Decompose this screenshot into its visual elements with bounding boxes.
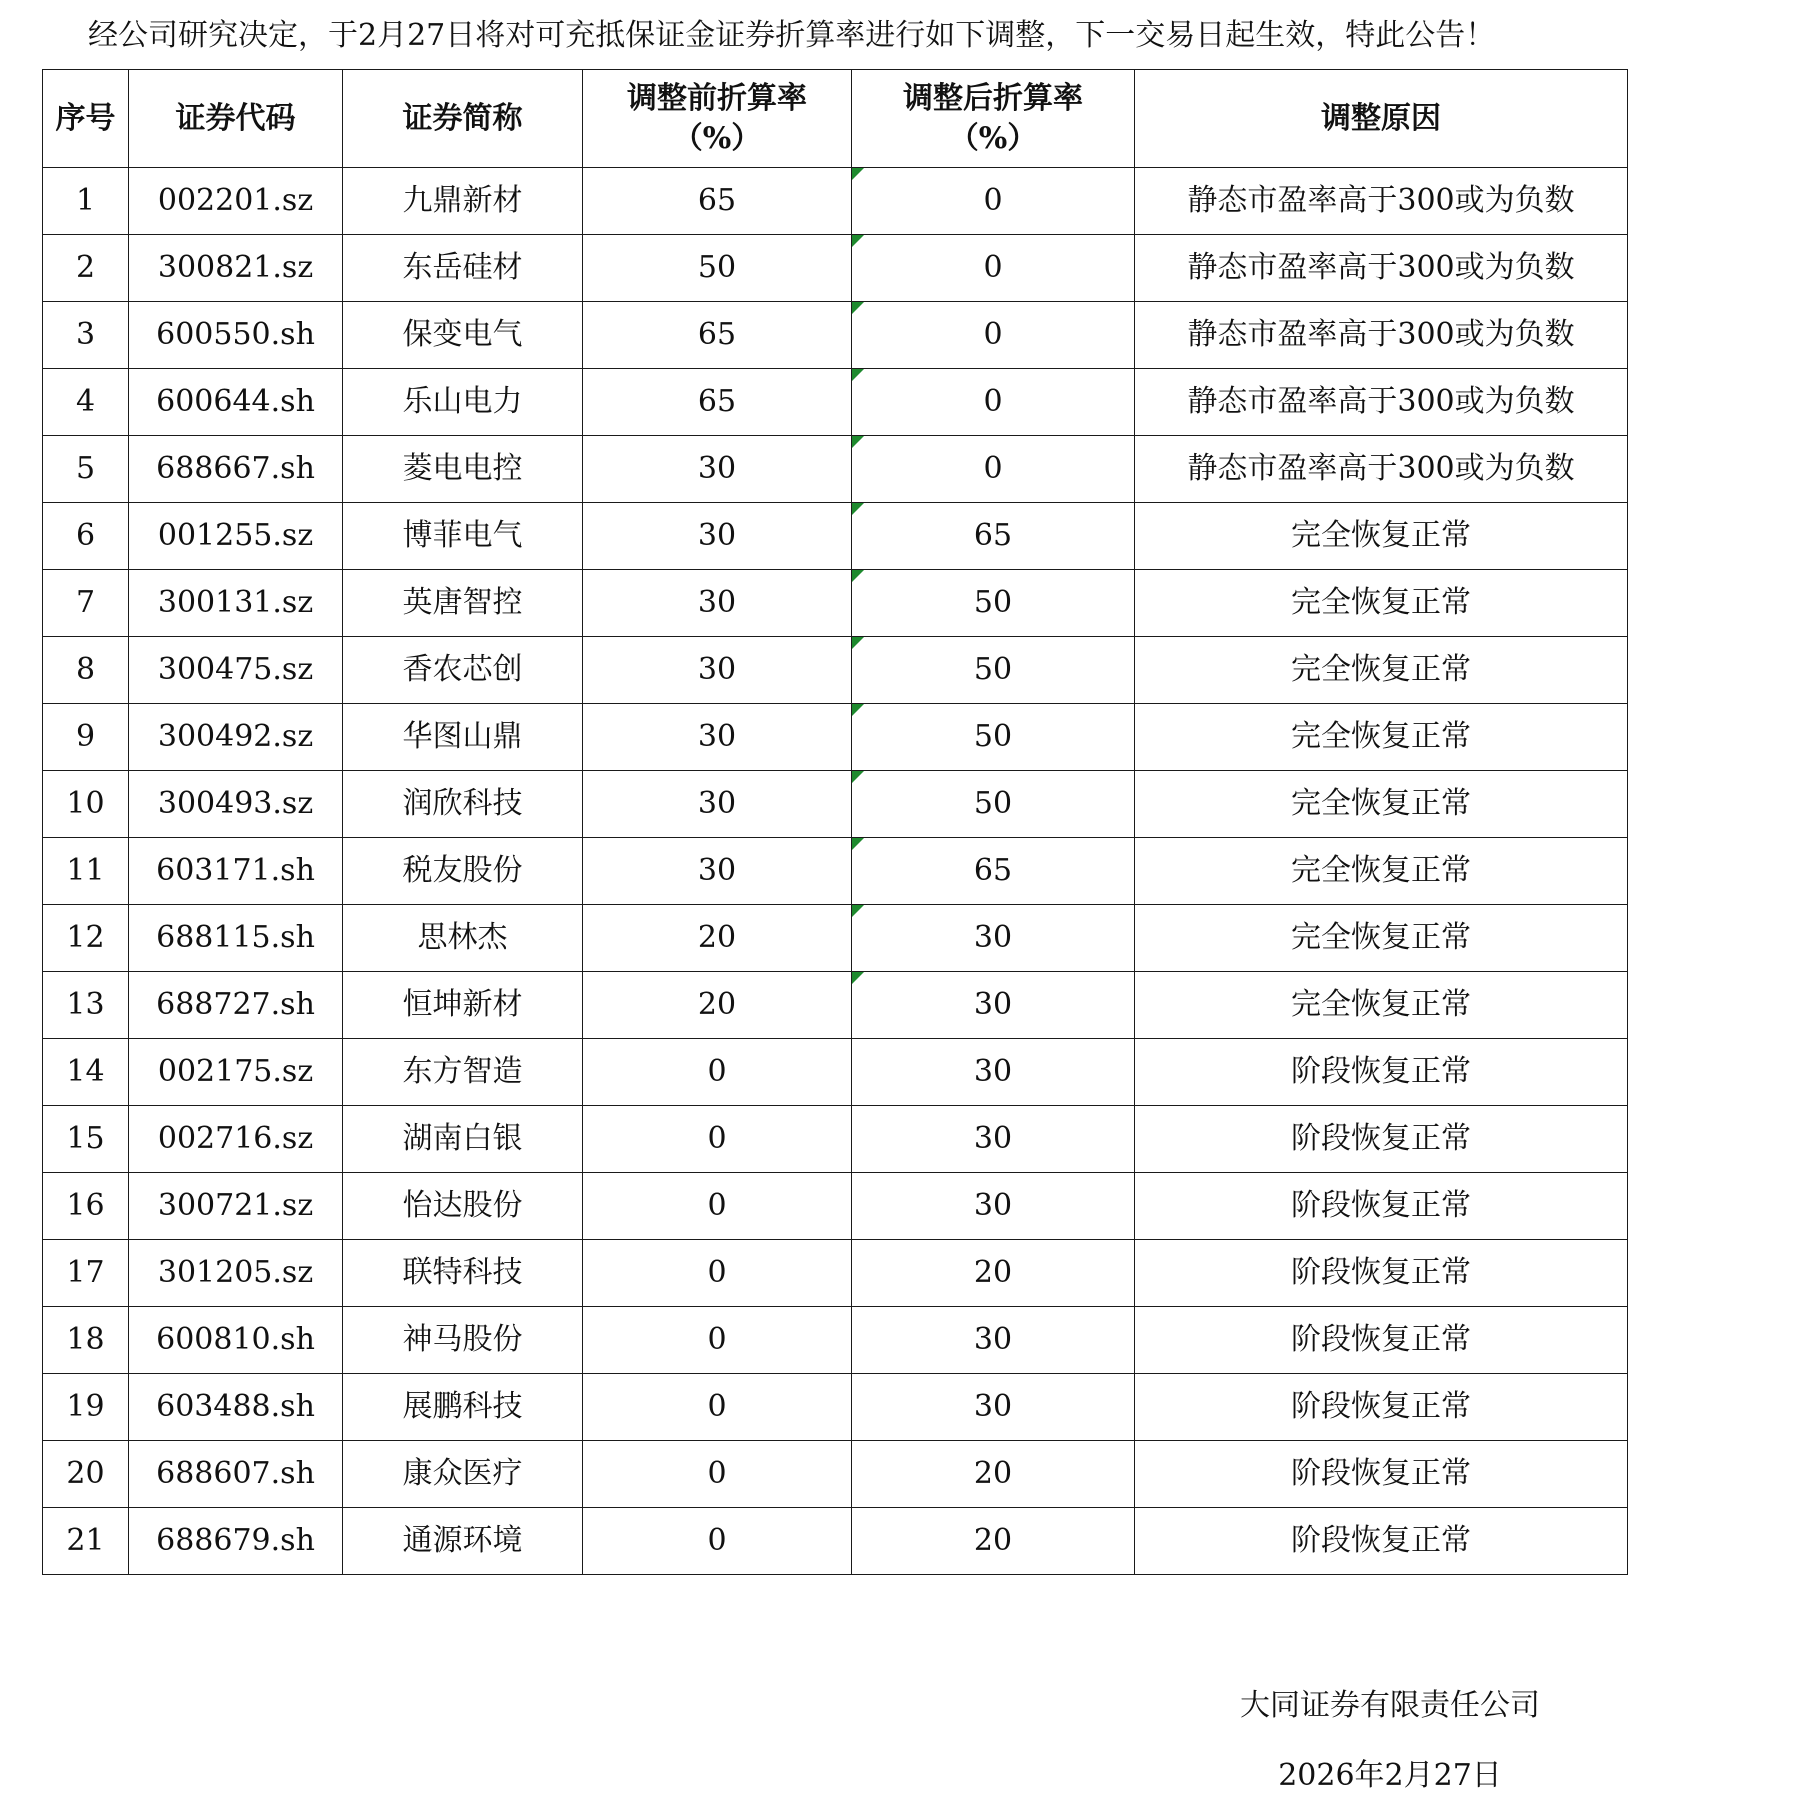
- cell-before-rate: 20: [583, 905, 852, 972]
- cell-before-rate: 30: [583, 838, 852, 905]
- cell-before-rate: 30: [583, 771, 852, 838]
- cell-before-rate: 30: [583, 637, 852, 704]
- cell-name: 乐山电力: [343, 369, 583, 436]
- table-row: [43, 637, 1628, 704]
- cell-before-rate: 0: [583, 1173, 852, 1240]
- cell-code: 002175.sz: [129, 1039, 343, 1106]
- cell-after-rate: 20: [852, 1508, 1135, 1575]
- cell-reason: 阶段恢复正常: [1135, 1240, 1628, 1307]
- cell-after-rate: 30: [852, 1173, 1135, 1240]
- cell-before-rate: 50: [583, 235, 852, 302]
- header-seq: 序号: [43, 70, 129, 168]
- company-name: 大同证券有限责任公司: [1240, 1688, 1540, 1723]
- table-header: [43, 70, 1628, 168]
- cell-code: 600644.sh: [129, 369, 343, 436]
- cell-seq: 8: [43, 637, 129, 704]
- cell-reason: 阶段恢复正常: [1135, 1173, 1628, 1240]
- cell-after-rate: 0: [852, 302, 1135, 369]
- cell-code: 688607.sh: [129, 1441, 343, 1508]
- cell-name: 思林杰: [343, 905, 583, 972]
- cell-seq: 20: [43, 1441, 129, 1508]
- cell-reason: 阶段恢复正常: [1135, 1106, 1628, 1173]
- cell-seq: 18: [43, 1307, 129, 1374]
- cell-reason: 静态市盈率高于300或为负数: [1135, 235, 1628, 302]
- cell-before-rate: 20: [583, 972, 852, 1039]
- cell-seq: 9: [43, 704, 129, 771]
- cell-after-rate: 50: [852, 637, 1135, 704]
- table-row: [43, 1173, 1628, 1240]
- cell-code: 603488.sh: [129, 1374, 343, 1441]
- cell-after-rate: 30: [852, 1374, 1135, 1441]
- cell-before-rate: 30: [583, 704, 852, 771]
- cell-seq: 10: [43, 771, 129, 838]
- cell-name: 润欣科技: [343, 771, 583, 838]
- cell-seq: 11: [43, 838, 129, 905]
- cell-after-rate: 50: [852, 704, 1135, 771]
- cell-after-rate: 65: [852, 503, 1135, 570]
- cell-reason: 完全恢复正常: [1135, 972, 1628, 1039]
- table-row: [43, 704, 1628, 771]
- cell-code: 600550.sh: [129, 302, 343, 369]
- cell-reason: 完全恢复正常: [1135, 637, 1628, 704]
- cell-after-rate: 20: [852, 1240, 1135, 1307]
- table-row: [43, 436, 1628, 503]
- cell-after-rate: 30: [852, 1039, 1135, 1106]
- cell-before-rate: 0: [583, 1039, 852, 1106]
- cell-code: 301205.sz: [129, 1240, 343, 1307]
- header-after-rate: [852, 70, 1135, 168]
- cell-seq: 6: [43, 503, 129, 570]
- cell-after-rate: 65: [852, 838, 1135, 905]
- cell-reason: 静态市盈率高于300或为负数: [1135, 369, 1628, 436]
- cell-name: 通源环境: [343, 1508, 583, 1575]
- cell-code: 300493.sz: [129, 771, 343, 838]
- table-row: [43, 1106, 1628, 1173]
- cell-before-rate: 0: [583, 1106, 852, 1173]
- cell-reason: 完全恢复正常: [1135, 771, 1628, 838]
- cell-code: 688679.sh: [129, 1508, 343, 1575]
- cell-code: 002716.sz: [129, 1106, 343, 1173]
- cell-code: 001255.sz: [129, 503, 343, 570]
- table-row: [43, 771, 1628, 838]
- header-name: 证券简称: [343, 70, 583, 168]
- cell-after-rate: 50: [852, 570, 1135, 637]
- cell-code: 300721.sz: [129, 1173, 343, 1240]
- cell-name: 菱电电控: [343, 436, 583, 503]
- cell-name: 税友股份: [343, 838, 583, 905]
- cell-code: 688727.sh: [129, 972, 343, 1039]
- cell-name: 九鼎新材: [343, 168, 583, 235]
- table-row: [43, 905, 1628, 972]
- cell-code: 603171.sh: [129, 838, 343, 905]
- cell-code: 300821.sz: [129, 235, 343, 302]
- cell-before-rate: 65: [583, 369, 852, 436]
- cell-after-rate: 50: [852, 771, 1135, 838]
- cell-before-rate: 30: [583, 570, 852, 637]
- cell-code: 600810.sh: [129, 1307, 343, 1374]
- cell-name: 康众医疗: [343, 1441, 583, 1508]
- cell-reason: 阶段恢复正常: [1135, 1441, 1628, 1508]
- cell-reason: 静态市盈率高于300或为负数: [1135, 302, 1628, 369]
- cell-seq: 21: [43, 1508, 129, 1575]
- cell-code: 002201.sz: [129, 168, 343, 235]
- cell-code: 688667.sh: [129, 436, 343, 503]
- cell-seq: 4: [43, 369, 129, 436]
- cell-seq: 13: [43, 972, 129, 1039]
- cell-after-rate: 30: [852, 905, 1135, 972]
- table-row: [43, 235, 1628, 302]
- cell-reason: 完全恢复正常: [1135, 503, 1628, 570]
- header-before-rate: [583, 70, 852, 168]
- cell-after-rate: 30: [852, 1307, 1135, 1374]
- table-row: [43, 570, 1628, 637]
- cell-seq: 1: [43, 168, 129, 235]
- table-row: [43, 302, 1628, 369]
- cell-seq: 14: [43, 1039, 129, 1106]
- cell-name: 英唐智控: [343, 570, 583, 637]
- cell-seq: 3: [43, 302, 129, 369]
- cell-seq: 17: [43, 1240, 129, 1307]
- cell-name: 恒坤新材: [343, 972, 583, 1039]
- cell-name: 博菲电气: [343, 503, 583, 570]
- cell-before-rate: 0: [583, 1441, 852, 1508]
- cell-seq: 2: [43, 235, 129, 302]
- header-before-rate-line1: 调整前折算率: [627, 80, 807, 116]
- header-row: [43, 70, 1628, 168]
- header-code: 证券代码: [129, 70, 343, 168]
- cell-name: 联特科技: [343, 1240, 583, 1307]
- header-before-rate-line2: （%）: [672, 120, 762, 156]
- cell-before-rate: 0: [583, 1374, 852, 1441]
- cell-before-rate: 0: [583, 1307, 852, 1374]
- cell-seq: 5: [43, 436, 129, 503]
- cell-seq: 12: [43, 905, 129, 972]
- cell-name: 湖南白银: [343, 1106, 583, 1173]
- cell-reason: 阶段恢复正常: [1135, 1039, 1628, 1106]
- cell-name: 香农芯创: [343, 637, 583, 704]
- cell-before-rate: 30: [583, 436, 852, 503]
- cell-after-rate: 0: [852, 235, 1135, 302]
- cell-before-rate: 30: [583, 503, 852, 570]
- cell-reason: 阶段恢复正常: [1135, 1508, 1628, 1575]
- adjustment-table: [42, 69, 1628, 1575]
- cell-name: 保变电气: [343, 302, 583, 369]
- cell-name: 华图山鼎: [343, 704, 583, 771]
- table-body: [43, 168, 1628, 1575]
- cell-after-rate: 0: [852, 436, 1135, 503]
- table-row: [43, 1240, 1628, 1307]
- cell-before-rate: 0: [583, 1508, 852, 1575]
- table-row: [43, 838, 1628, 905]
- header-after-rate-line2: （%）: [948, 120, 1038, 156]
- cell-reason: 完全恢复正常: [1135, 905, 1628, 972]
- cell-code: 688115.sh: [129, 905, 343, 972]
- cell-after-rate: 20: [852, 1441, 1135, 1508]
- cell-name: 东方智造: [343, 1039, 583, 1106]
- table-row: [43, 1374, 1628, 1441]
- cell-before-rate: 65: [583, 302, 852, 369]
- announcement-date: 2026年2月27日: [1278, 1758, 1502, 1793]
- cell-name: 怡达股份: [343, 1173, 583, 1240]
- cell-name: 东岳硅材: [343, 235, 583, 302]
- cell-after-rate: 30: [852, 1106, 1135, 1173]
- cell-after-rate: 30: [852, 972, 1135, 1039]
- cell-reason: 静态市盈率高于300或为负数: [1135, 168, 1628, 235]
- cell-reason: 阶段恢复正常: [1135, 1307, 1628, 1374]
- table-row: [43, 503, 1628, 570]
- header-after-rate-line1: 调整后折算率: [903, 80, 1083, 116]
- cell-reason: 完全恢复正常: [1135, 570, 1628, 637]
- table-row: [43, 972, 1628, 1039]
- cell-reason: 静态市盈率高于300或为负数: [1135, 436, 1628, 503]
- header-reason: 调整原因: [1135, 70, 1628, 168]
- cell-code: 300475.sz: [129, 637, 343, 704]
- notice-text: 经公司研究决定，于2月27日将对可充抵保证金证券折算率进行如下调整，下一交易日起生效，特此公告！: [88, 18, 1496, 53]
- cell-code: 300492.sz: [129, 704, 343, 771]
- cell-name: 神马股份: [343, 1307, 583, 1374]
- cell-after-rate: 0: [852, 369, 1135, 436]
- cell-reason: 完全恢复正常: [1135, 838, 1628, 905]
- cell-seq: 16: [43, 1173, 129, 1240]
- cell-seq: 7: [43, 570, 129, 637]
- cell-reason: 完全恢复正常: [1135, 704, 1628, 771]
- cell-reason: 阶段恢复正常: [1135, 1374, 1628, 1441]
- table-row: [43, 1307, 1628, 1374]
- cell-seq: 15: [43, 1106, 129, 1173]
- table-row: [43, 168, 1628, 235]
- cell-before-rate: 65: [583, 168, 852, 235]
- cell-name: 展鹏科技: [343, 1374, 583, 1441]
- cell-code: 300131.sz: [129, 570, 343, 637]
- cell-seq: 19: [43, 1374, 129, 1441]
- table-row: [43, 1508, 1628, 1575]
- cell-before-rate: 0: [583, 1240, 852, 1307]
- cell-after-rate: 0: [852, 168, 1135, 235]
- table-row: [43, 1039, 1628, 1106]
- table-row: [43, 1441, 1628, 1508]
- table-row: [43, 369, 1628, 436]
